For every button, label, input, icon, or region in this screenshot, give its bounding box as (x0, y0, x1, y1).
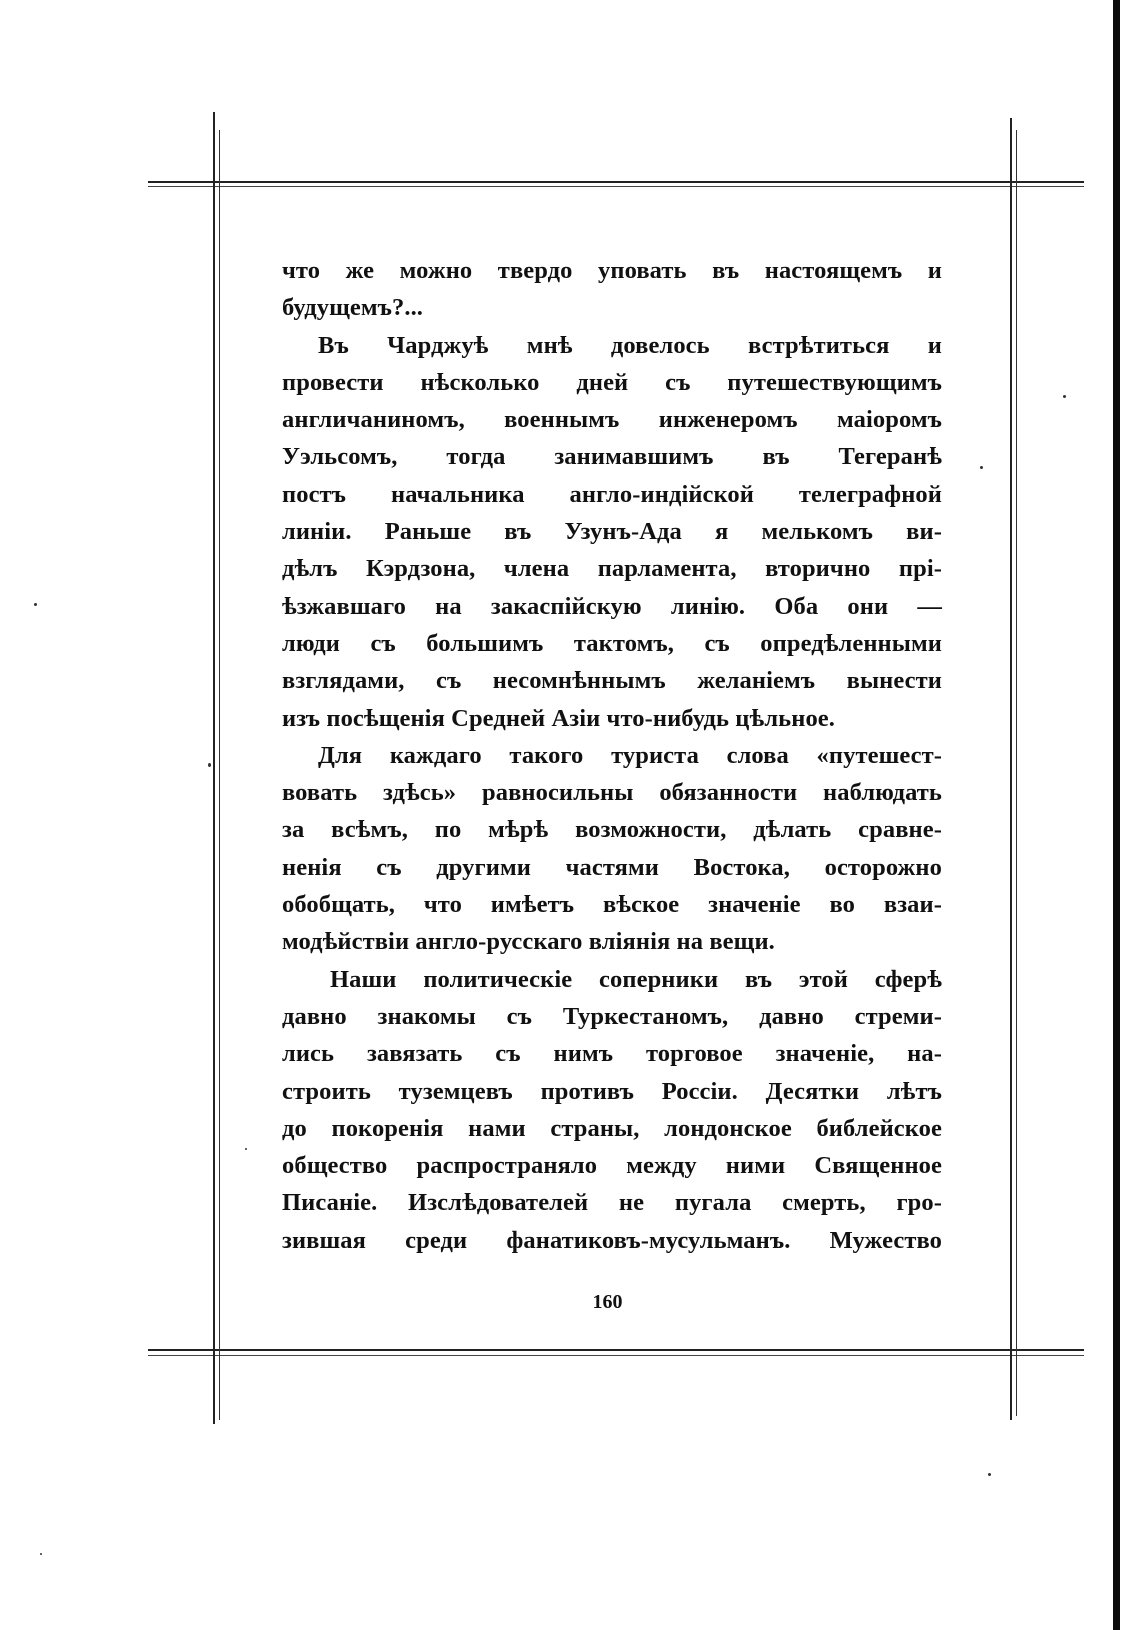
scan-speck (988, 1473, 991, 1476)
text-line: что же можно твердо уповать въ настоящемъ и (282, 257, 942, 284)
text-line: ѣзжавшаго на закаспійскую линію. Оба они — (282, 592, 942, 620)
text-line: за всѣмъ, по мѣрѣ возможности, дѣлать сравне- (282, 816, 942, 844)
text-line: англичаниномъ, военнымъ инженеромъ маіоромъ (282, 406, 942, 434)
text-line: будущемъ?... (282, 294, 424, 322)
scan-speck (1063, 395, 1066, 398)
text-line: линіи. Раньше въ Узунъ-Ада я мелькомъ ви- (282, 518, 942, 546)
scan-speck (40, 1553, 42, 1555)
text-line: до покоренія нами страны, лондонское библейское (282, 1114, 942, 1142)
frame-bottom-line-inner (148, 1355, 1084, 1356)
frame-left-line-inner (219, 130, 220, 1420)
text-line: обобщать, что имѣетъ вѣское значеніе во взаи- (282, 891, 942, 919)
page-number (0, 1291, 1140, 1314)
text-line: строить туземцевъ противъ Россіи. Десятки лѣтъ (282, 1077, 942, 1105)
text-line: Для каждаго такого туриста слова «путешест- (318, 741, 942, 769)
text-line: постъ начальника англо-индійской телеграфной (282, 480, 942, 508)
text-line: Въ Чарджуѣ мнѣ довелось встрѣтиться и (318, 331, 942, 359)
text-line: Наши политическіе соперники въ этой сферѣ (330, 965, 942, 993)
text-line: люди съ большимъ тактомъ, съ опредѣленными (282, 629, 942, 657)
text-line: ненія съ другими частями Востока, осторожно (282, 853, 942, 881)
frame-bottom-line (148, 1349, 1084, 1351)
scan-speck (245, 1148, 247, 1150)
frame-left-line (213, 112, 215, 1424)
scan-speck (34, 603, 37, 606)
text-line: изъ посѣщенія Средней Азіи что-нибудь цѣльное. (282, 704, 835, 732)
text-line: общество распространяло между ними Священное (282, 1152, 942, 1180)
frame-right-line-inner (1016, 130, 1017, 1416)
text-line: провести нѣсколько дней съ путешествующимъ (282, 368, 942, 396)
text-line: зившая среди фанатиковъ-мусульманъ. Мужество (282, 1226, 942, 1254)
frame-top-line (148, 181, 1084, 183)
text-line: Писаніе. Изслѣдователей не пугала смерть, гро- (282, 1189, 942, 1217)
text-line: модѣйствіи англо-русскаго вліянія на вещи. (282, 928, 775, 956)
frame-right-line (1010, 118, 1012, 1420)
text-line: лись завязать съ нимъ торговое значеніе, на- (282, 1040, 942, 1068)
scan-speck (980, 466, 983, 469)
text-line: давно знакомы съ Туркестаномъ, давно стреми- (282, 1002, 942, 1030)
text-line: дѣлъ Кэрдзона, члена парламента, вторично прі- (282, 555, 942, 583)
body-text (282, 252, 942, 1259)
scan-speck (208, 763, 211, 767)
text-line: вовать здѣсь» равносильны обязанности наблюдать (282, 779, 942, 807)
scan-edge (1113, 0, 1120, 1630)
text-line: Уэльсомъ, тогда занимавшимъ въ Тегеранѣ (282, 443, 942, 471)
frame-top-line-inner (148, 186, 1084, 187)
page-number-text: 160 (592, 1291, 623, 1313)
text-line: взглядами, съ несомнѣннымъ желаніемъ вынести (282, 667, 942, 695)
